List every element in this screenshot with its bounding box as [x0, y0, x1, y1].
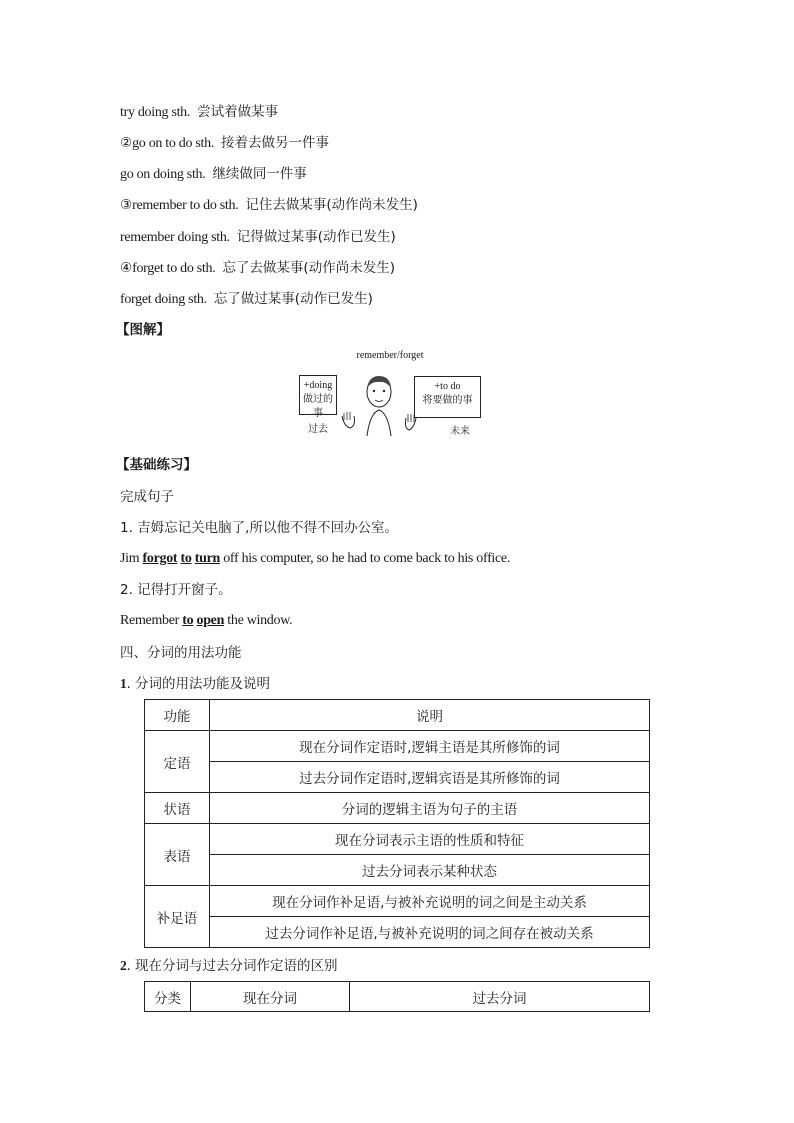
- future-label: 未来: [450, 426, 470, 437]
- sentence-start: Jim: [120, 551, 143, 566]
- table-header: 现在分词: [191, 982, 350, 1012]
- left-box-en: +doing: [303, 380, 333, 391]
- phrase-forget-to-do: [120, 259, 395, 278]
- function-cell: 补足语: [145, 886, 210, 948]
- subsection-title: . 分词的用法功能及说明: [126, 676, 271, 692]
- participle-function-table: [144, 699, 650, 948]
- table-header: 过去分词: [350, 982, 650, 1012]
- phrase-en: remember doing sth.: [120, 230, 230, 245]
- item-number: ④: [120, 260, 133, 276]
- item-number: ③: [120, 197, 133, 213]
- phrase-en: remember to do sth.: [132, 198, 239, 213]
- practice-subheading: 完成句子: [120, 489, 174, 505]
- table-header: 分类: [145, 982, 191, 1012]
- phrase-zh: 接着去做另一件事: [221, 135, 330, 151]
- phrase-en: try doing sth.: [120, 105, 191, 120]
- phrase-go-on-doing: [120, 165, 307, 184]
- answer-blank: open: [196, 613, 225, 628]
- subsection-number: 1: [120, 676, 127, 691]
- answer-blank: turn: [194, 551, 220, 566]
- phrase-remember-to-do: [120, 196, 418, 215]
- phrase-en: go on doing sth.: [120, 167, 206, 182]
- answer-blank: forgot: [142, 551, 178, 566]
- phrase-en: forget doing sth.: [120, 292, 207, 307]
- phrase-try-doing: [120, 103, 278, 122]
- left-box: [299, 375, 337, 419]
- description-cell: 现在分词表示主语的性质和特征: [210, 824, 650, 855]
- description-cell: 现在分词作定语时,逻辑主语是其所修饰的词: [210, 731, 650, 762]
- sentence-start: Remember: [120, 613, 183, 628]
- practice-heading: 【基础练习】: [116, 457, 197, 473]
- subsection-2-heading: [120, 957, 338, 975]
- section-4-heading: 四、分词的用法功能: [120, 645, 242, 661]
- answer-blank: to: [180, 551, 192, 566]
- participle-attribute-table: [144, 981, 650, 1012]
- phrase-en: forget to do sth.: [132, 261, 216, 276]
- remember-forget-illustration: [296, 350, 484, 440]
- subsection-title: . 现在分词与过去分词作定语的区别: [126, 958, 338, 974]
- description-cell: 过去分词作定语时,逻辑宾语是其所修饰的词: [210, 762, 650, 793]
- function-cell: 定语: [145, 731, 210, 793]
- table-header: 说明: [210, 700, 650, 731]
- question-1-prompt: 1. 吉姆忘记关电脑了,所以他不得不回办公室。: [120, 520, 398, 536]
- right-box: [414, 376, 481, 418]
- figure-title: remember/forget: [356, 350, 424, 361]
- phrase-zh: 记住去做某事(动作尚未发生): [245, 197, 418, 213]
- table-header: 功能: [145, 700, 210, 731]
- left-box-zh: 做过的事: [303, 394, 333, 419]
- phrase-zh: 忘了做过某事(动作已发生): [213, 291, 373, 307]
- item-number: ②: [120, 135, 133, 151]
- phrase-zh: 继续做同一件事: [212, 166, 307, 182]
- subsection-1-heading: [120, 675, 270, 693]
- past-label: 过去: [308, 424, 328, 435]
- function-cell: 表语: [145, 824, 210, 886]
- phrase-go-on-to-do: [120, 134, 329, 153]
- description-cell: 分词的逻辑主语为句子的主语: [210, 793, 650, 824]
- phrase-zh: 忘了去做某事(动作尚未发生): [222, 260, 395, 276]
- phrase-zh: 记得做过某事(动作已发生): [236, 229, 396, 245]
- phrase-forget-doing: [120, 290, 373, 309]
- description-cell: 过去分词表示某种状态: [210, 855, 650, 886]
- sentence-end: the window.: [224, 613, 293, 628]
- right-box-en: +to do: [434, 381, 461, 392]
- phrase-zh: 尝试着做某事: [197, 104, 279, 120]
- question-2-prompt: 2. 记得打开窗子。: [120, 582, 232, 598]
- description-cell: 现在分词作补足语,与被补充说明的词之间是主动关系: [210, 886, 650, 917]
- description-cell: 过去分词作补足语,与被补充说明的词之间存在被动关系: [210, 917, 650, 948]
- subsection-number: 2: [120, 958, 127, 973]
- phrase-en: go on to do sth.: [132, 136, 215, 151]
- answer-blank: to: [182, 613, 194, 628]
- question-1-sentence: [120, 550, 510, 568]
- question-2-sentence: [120, 612, 292, 630]
- function-cell: 状语: [145, 793, 210, 824]
- tujie-heading: 【图解】: [116, 322, 170, 338]
- sentence-end: off his computer, so he had to come back to his office.: [220, 551, 511, 566]
- right-box-zh: 将要做的事: [422, 395, 473, 406]
- person-illustration: [334, 368, 424, 440]
- phrase-remember-doing: [120, 228, 396, 247]
